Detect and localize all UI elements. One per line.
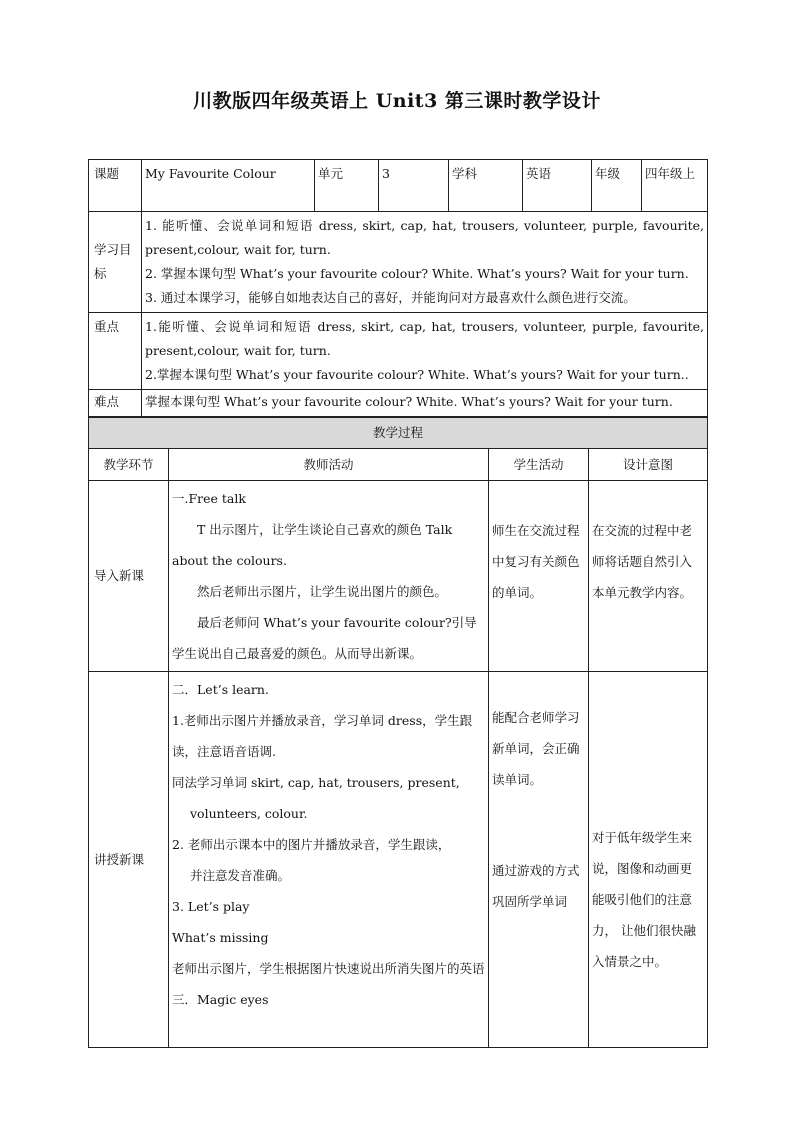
teacher-step: 同法学习单词 skirt, cap, hat, trousers, present,: [172, 775, 460, 790]
info-row-basic: [89, 160, 708, 212]
teacher-step: 最后老师问 What’s your favourite colour?引导学生说出自己最喜爱的颜色。从而导出新课。: [172, 615, 477, 661]
col-header-teacher: 教师活动: [169, 449, 489, 481]
unit-value: 3: [379, 160, 449, 212]
topic-value: My Favourite Colour: [142, 160, 315, 212]
stage-intro: 导入新课: [89, 481, 169, 672]
student-activity-new: [489, 672, 589, 1048]
student-activity-item: 能配合老师学习新单词，会正确读单词。: [492, 710, 580, 787]
design-intent-new: 对于低年级学生来说，图像和动画更能吸引他们的注意力， 让他们很快融入情景之中。: [589, 672, 708, 1048]
teacher-step: T 出示图片，让学生谈论自己喜欢的颜色 Talk about the colours.: [172, 522, 453, 568]
goals-cell: [142, 212, 708, 313]
info-row-goals: [89, 212, 708, 313]
info-row-key: [89, 313, 708, 390]
col-header-student: 学生活动: [489, 449, 589, 481]
design-intent-intro: 在交流的过程中老师将话题自然引入本单元教学内容。: [589, 481, 708, 672]
col-header-stage: 教学环节: [89, 449, 169, 481]
teacher-step: 老师出示图片，学生根据图片快速说出所消失图片的英语: [172, 961, 485, 976]
student-activity-intro: 师生在交流过程中复习有关颜色的单词。: [489, 481, 589, 672]
stage-new: 讲授新课: [89, 672, 169, 1048]
teacher-activity-intro: [169, 481, 489, 672]
teacher-step: 然后老师出示图片，让学生说出图片的颜色。: [197, 584, 448, 599]
subject-value: 英语: [523, 160, 592, 212]
goal-item: 3. 通过本课学习，能够自如地表达自己的喜好，并能询问对方最喜欢什么颜色进行交流。: [145, 290, 636, 305]
key-point-item: 1.能听懂、会说单词和短语 dress, skirt, cap, hat, trousers, volunteer, purple, favourite, present,colour, wait for, turn.: [145, 319, 704, 358]
process-header: 教学过程: [89, 418, 708, 449]
teacher-step: 2. 老师出示课本中的图片并播放录音，学生跟读，: [172, 837, 451, 852]
teacher-step: 1.老师出示图片并播放录音，学习单词 dress，学生跟读，注意语音语调.: [172, 713, 473, 759]
goal-item: 2. 掌握本课句型 What’s your favourite colour? White. What’s yours? Wait for your turn.: [145, 266, 689, 281]
column-header-row: [89, 449, 708, 481]
teacher-step: volunteers, colour.: [190, 806, 308, 821]
process-row-new: [89, 672, 708, 1048]
teacher-step: What’s missing: [172, 930, 269, 945]
teacher-step: 二．Let’s learn.: [172, 682, 269, 697]
lesson-info-table: [88, 159, 708, 417]
unit-label: 单元: [315, 160, 379, 212]
subject-label: 学科: [449, 160, 523, 212]
grade-value: 四年级上: [642, 160, 708, 212]
teacher-step: 并注意发音准确。: [190, 868, 291, 883]
teacher-step: 一.Free talk: [172, 491, 246, 506]
topic-label: 课题: [89, 160, 142, 212]
difficult-label: 难点: [89, 390, 142, 417]
process-header-row: [89, 418, 708, 449]
teacher-step: 三．Magic eyes: [172, 992, 269, 1007]
key-label: 重点: [89, 313, 142, 390]
document-title: 川教版四年级英语上 Unit3 第三课时教学设计: [193, 90, 601, 112]
grade-label: 年级: [592, 160, 642, 212]
student-activity-item: 通过游戏的方式巩固所学单词: [492, 863, 580, 909]
teacher-activity-new: [169, 672, 489, 1048]
key-point-item: 2.掌握本课句型 What’s your favourite colour? White. What’s yours? Wait for your turn..: [145, 367, 689, 382]
process-row-intro: [89, 481, 708, 672]
goals-label: 学习目标: [89, 212, 142, 313]
goal-item: 1. 能听懂、会说单词和短语 dress, skirt, cap, hat, trousers, volunteer, purple, favourite, present,colour, wait for, turn.: [145, 218, 704, 257]
info-row-difficult: [89, 390, 708, 417]
teacher-step: 3. Let’s play: [172, 899, 250, 914]
difficult-value: 掌握本课句型 What’s your favourite colour? White. What’s yours? Wait for your turn.: [142, 390, 708, 417]
col-header-intent: 设计意图: [589, 449, 708, 481]
key-cell: [142, 313, 708, 390]
teaching-process-table: [88, 417, 708, 1048]
